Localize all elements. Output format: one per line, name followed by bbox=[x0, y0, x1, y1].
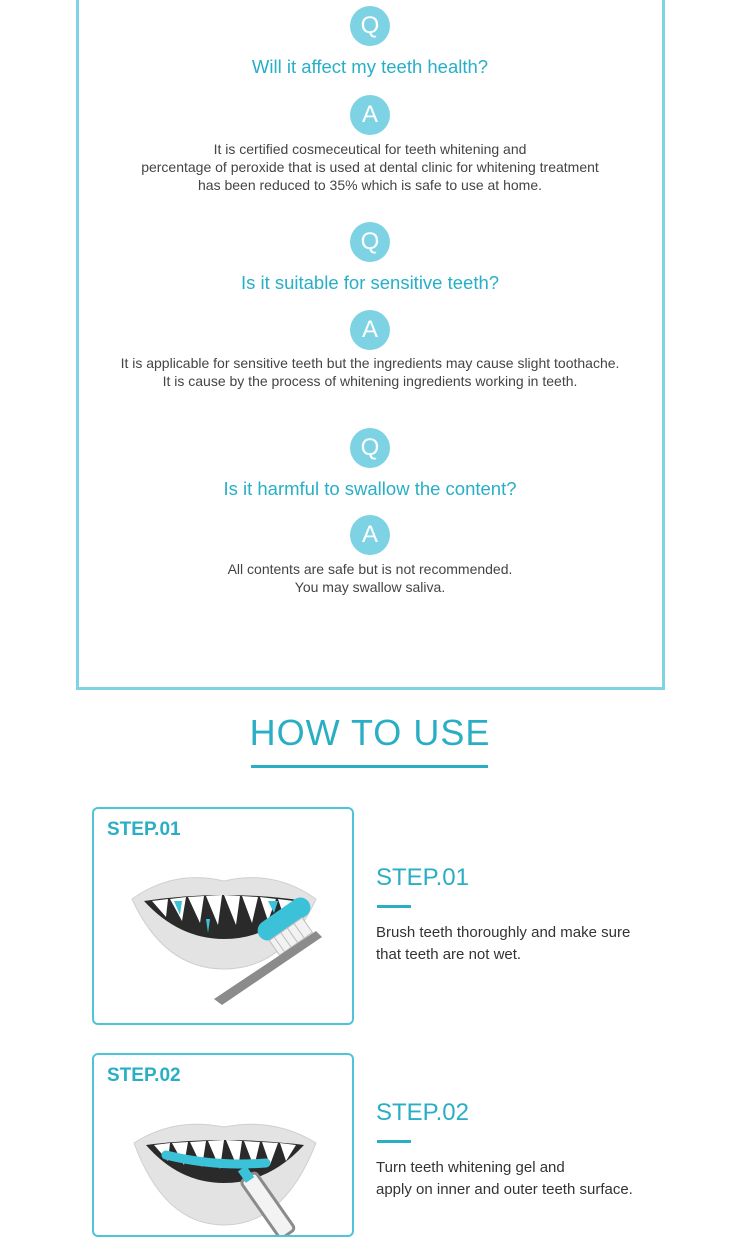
step-2-card-label: STEP.02 bbox=[107, 1065, 181, 1086]
answer-icon: A bbox=[350, 515, 390, 555]
answer-icon: A bbox=[350, 310, 390, 350]
step-1-description bbox=[376, 922, 706, 966]
step-1-heading: STEP.01 bbox=[376, 864, 469, 891]
step-2-rule bbox=[377, 1140, 411, 1143]
faq-question-3: Is it harmful to swallow the content? bbox=[223, 478, 517, 499]
title-underline bbox=[251, 765, 488, 768]
answer-line: You may swallow saliva. bbox=[294, 579, 446, 595]
question-icon: Q bbox=[350, 6, 390, 46]
applying-gel-illustration bbox=[94, 1055, 352, 1235]
answer-line: has been reduced to 35% which is safe to use at home. bbox=[198, 177, 542, 193]
how-to-use-title: HOW TO USE bbox=[249, 712, 491, 753]
answer-line: It is cause by the process of whitening ingredients working in teeth. bbox=[162, 373, 578, 389]
question-icon: Q bbox=[350, 222, 390, 262]
answer-line: All contents are safe but is not recommended. bbox=[227, 561, 513, 577]
step-1-card bbox=[92, 807, 354, 1025]
faq-answer-1 bbox=[0, 140, 740, 194]
faq-question-1: Will it affect my teeth health? bbox=[251, 56, 489, 77]
faq-answer-2 bbox=[0, 354, 740, 390]
step-2-heading: STEP.02 bbox=[376, 1099, 469, 1126]
step-1-card-label: STEP.01 bbox=[107, 819, 181, 840]
question-icon: Q bbox=[350, 428, 390, 468]
step-desc-line: apply on inner and outer teeth surface. bbox=[376, 1181, 633, 1198]
answer-line: It is certified cosmeceutical for teeth whitening and bbox=[213, 141, 527, 157]
faq-question-2: Is it suitable for sensitive teeth? bbox=[240, 272, 500, 293]
step-1-rule bbox=[377, 905, 411, 908]
step-desc-line: Brush teeth thoroughly and make sure bbox=[376, 924, 631, 941]
step-2-description bbox=[376, 1157, 706, 1201]
brushing-teeth-illustration bbox=[94, 809, 352, 1023]
step-desc-line: Turn teeth whitening gel and bbox=[376, 1159, 565, 1176]
faq-answer-3 bbox=[0, 560, 740, 596]
answer-line: It is applicable for sensitive teeth but the ingredients may cause slight toothache. bbox=[120, 355, 620, 371]
answer-icon: A bbox=[350, 95, 390, 135]
step-desc-line: that teeth are not wet. bbox=[376, 946, 522, 963]
step-2-card bbox=[92, 1053, 354, 1237]
answer-line: percentage of peroxide that is used at dental clinic for whitening treatment bbox=[141, 159, 599, 175]
